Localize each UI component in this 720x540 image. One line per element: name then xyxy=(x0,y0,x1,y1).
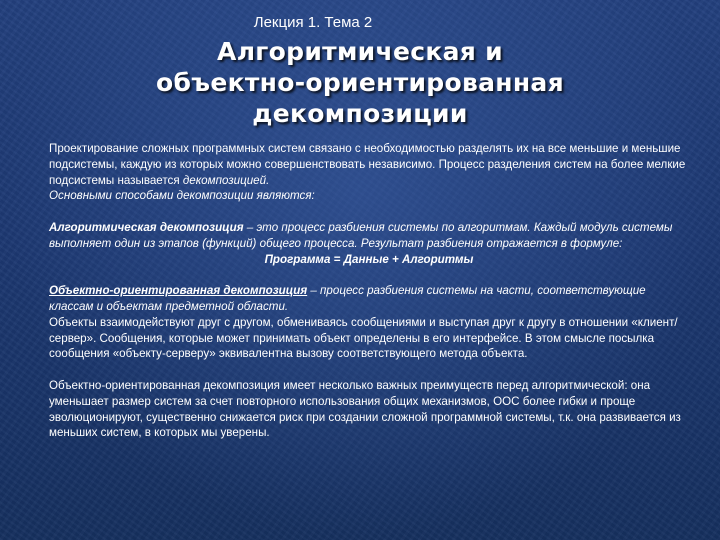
algo-term: Алгоритмическая декомпозиция xyxy=(49,220,244,234)
lecture-subtitle: Лекция 1. Тема 2 xyxy=(253,14,373,31)
advantages-paragraph: Объектно-ориентированная декомпозиция имеет несколько важных преимуществ перед алгоритмической: она уменьшает размер систем за счет повторного использования общих механизмов, ООС более гибки и проще эволюционируют, существенно снижается риск при создании сложной программной системы, т.к. она развивается из меньших систем, в которых мы уверены. xyxy=(49,378,681,440)
spacer xyxy=(49,362,689,378)
slide-body xyxy=(49,141,689,441)
intro-term: декомпозицией. xyxy=(182,173,270,187)
spacer xyxy=(49,267,689,283)
title-line-2: объектно-ориентированная xyxy=(156,68,564,97)
spacer xyxy=(49,204,689,220)
oo-paragraph xyxy=(49,283,689,315)
title-line-1: Алгоритмическая и xyxy=(217,37,503,66)
oo-term: Объектно-ориентированная декомпозиция xyxy=(49,284,308,298)
algo-paragraph xyxy=(49,220,689,252)
formula: Программа = Данные + Алгоритмы xyxy=(264,252,474,266)
methods-line: Основными способами декомпозиции являются: xyxy=(49,189,315,203)
objects-paragraph: Объекты взаимодействуют друг с другом, обмениваясь сообщениями и выступая друг к другу в отношении «клиент/сервер». Сообщения, которые может принимать объект определены в его интерфейсе. В этом смысле посылка сообщения «объекту-серверу» эквивалентна вызову соответствующего метода объекта. xyxy=(49,315,678,361)
slide-title xyxy=(40,36,680,129)
intro-text: Проектирование сложных программных систем связано с необходимостью разделять их на все меньшие и меньшие подсистемы, каждую из которых можно совершенствовать независимо. Процесс разделения систем на более мелкие подсистемы называется xyxy=(49,142,686,187)
algo-text: – это процесс разбиения системы по алгоритмам. Каждый модуль системы выполняет один из этапов (функций) общего процесса. Результат разбиения отражается в формуле: xyxy=(49,220,673,250)
title-line-3: декомпозиции xyxy=(252,99,468,128)
intro-paragraph xyxy=(49,141,689,188)
oo-text: – процесс разбиения системы на части, соответствующие классам и объектам предметной области. xyxy=(49,284,646,313)
